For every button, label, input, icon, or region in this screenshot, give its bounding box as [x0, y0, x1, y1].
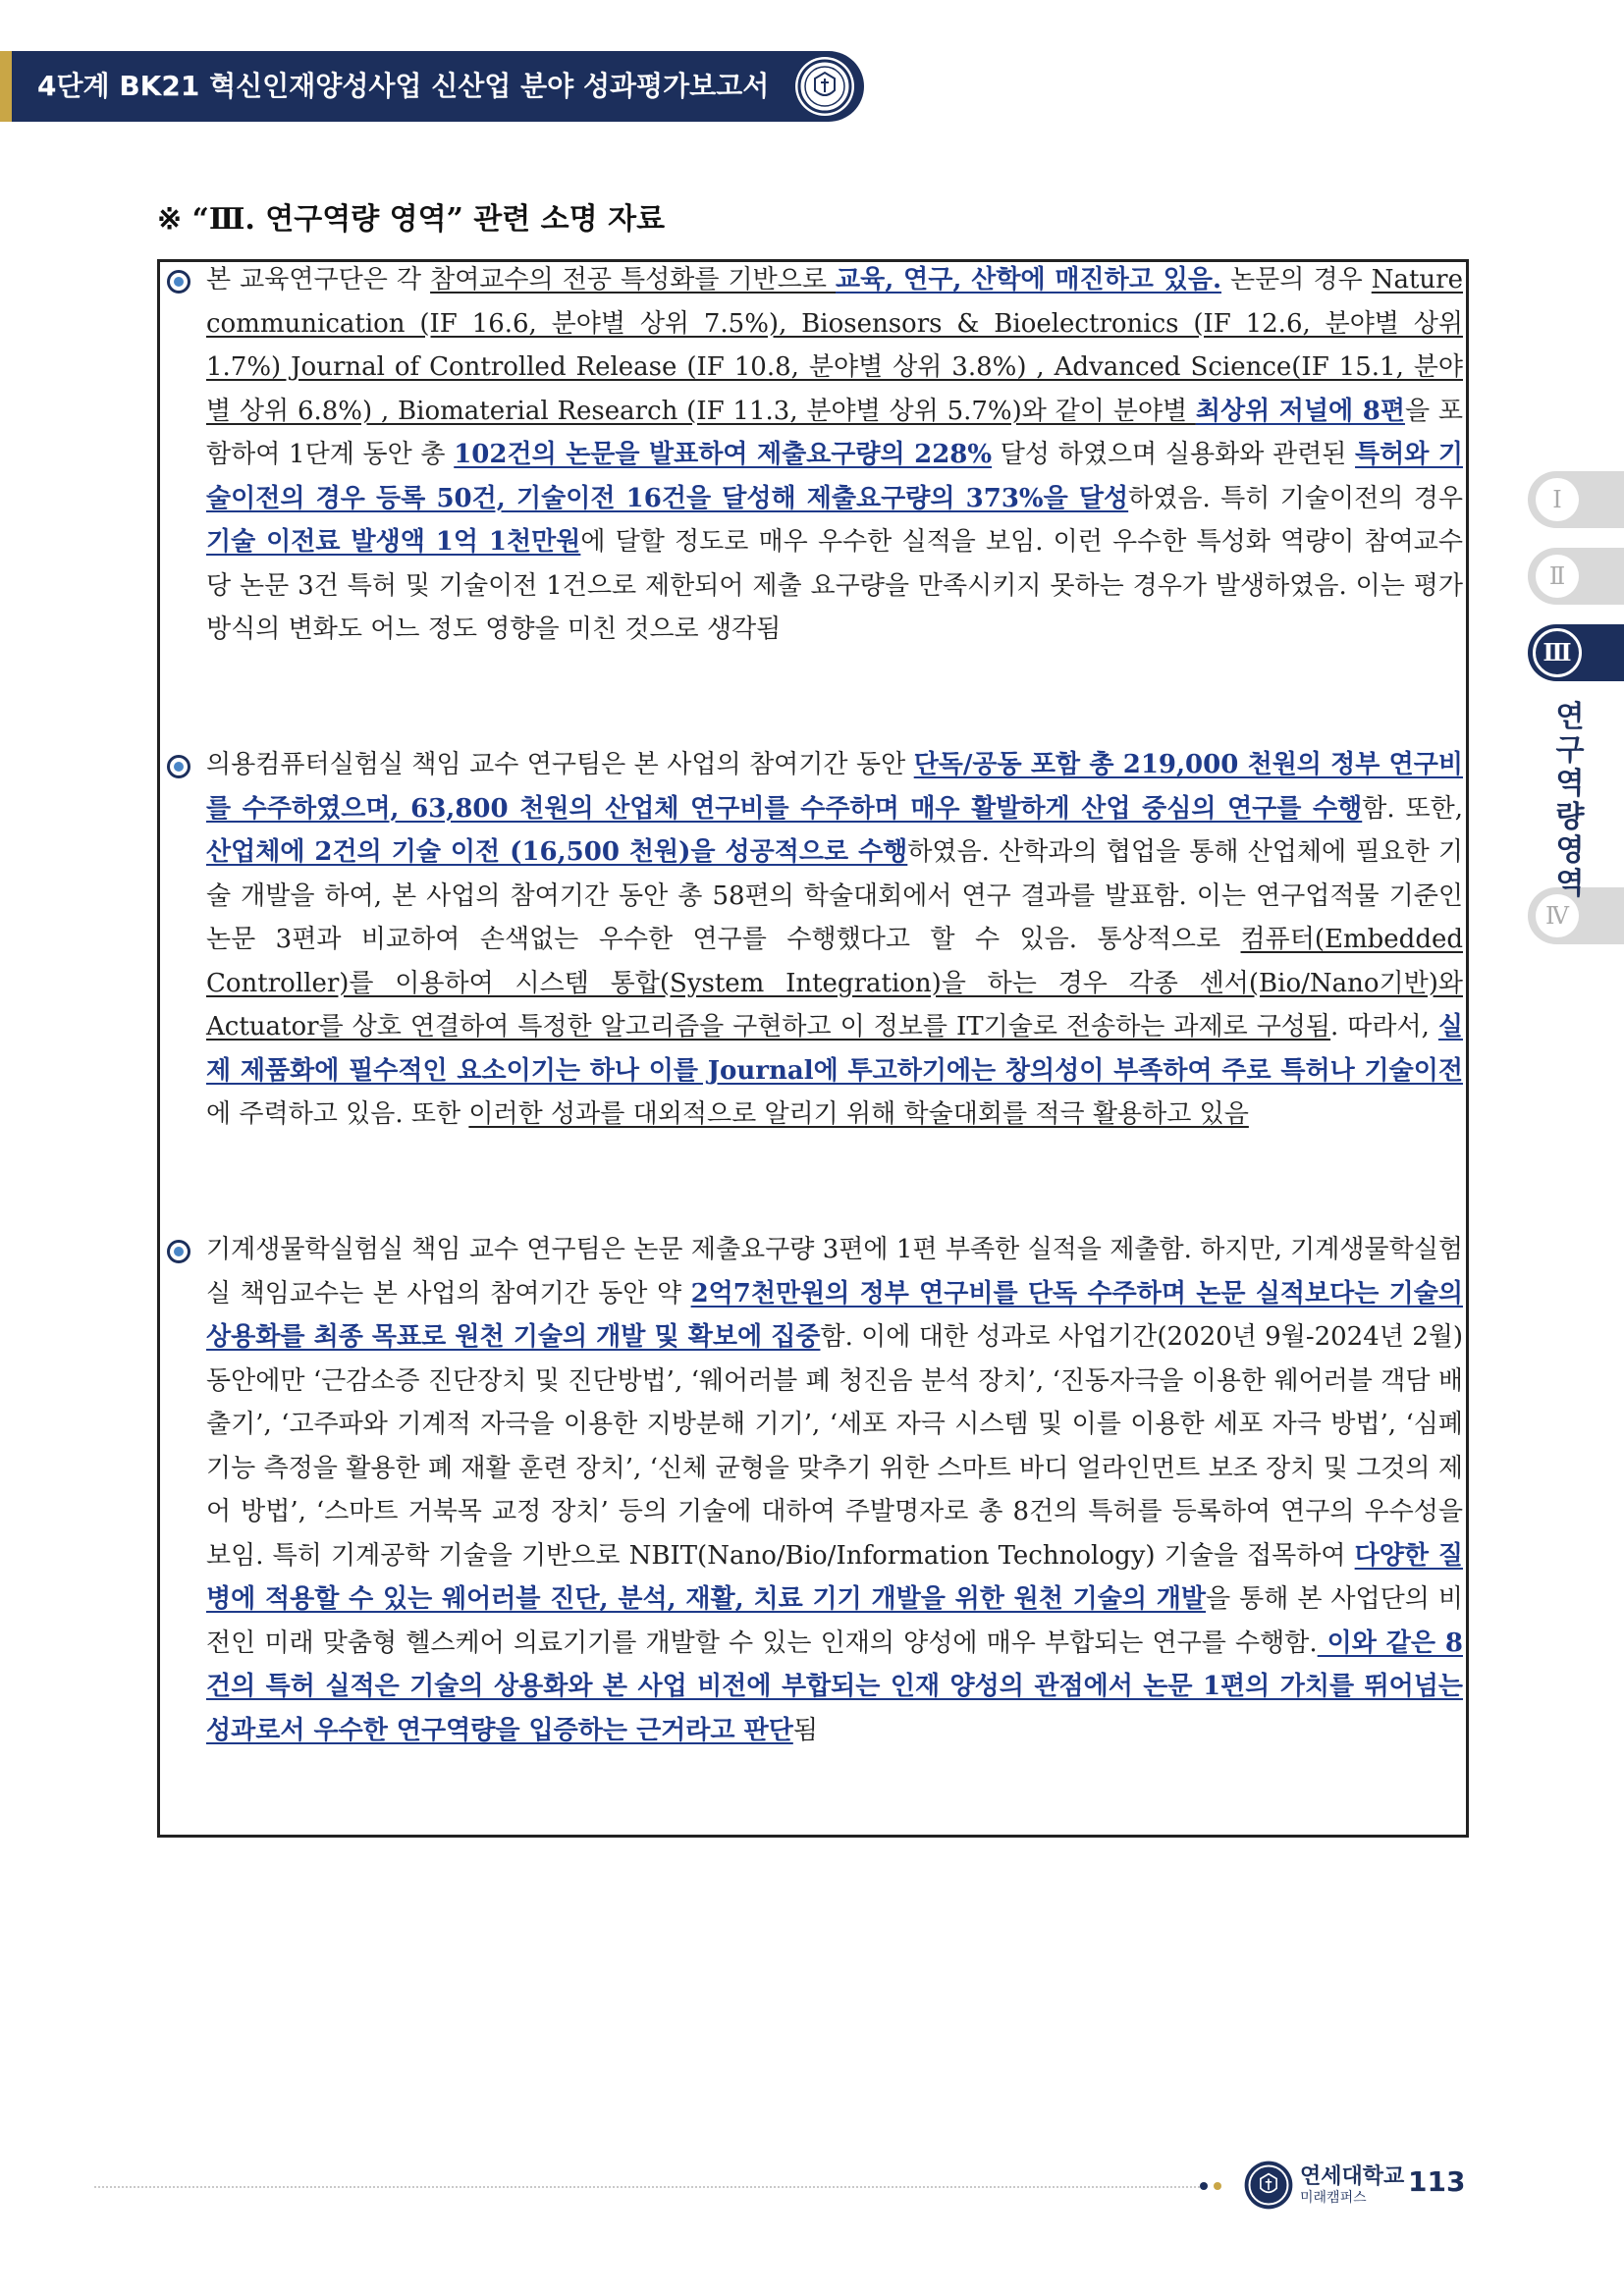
- text-segment: 을 포함하여 1단계 동안 총: [206, 396, 1464, 469]
- text-segment: 의용컴퓨터실험실 책임 교수 연구팀은 본 사업의 참여기간 동안: [206, 750, 914, 779]
- side-tab-3[interactable]: [1528, 624, 1624, 681]
- circle-bullet-icon: [167, 270, 190, 294]
- text-segment: 됨: [792, 1715, 818, 1745]
- side-label-char: 구: [1555, 733, 1585, 768]
- highlighted-text: 최상위 저널에 8편: [1195, 396, 1405, 426]
- side-label-char: 연: [1555, 700, 1585, 734]
- highlighted-text: 102건의 논문을 발표하여 제출요구량의 228%: [454, 440, 993, 469]
- text-segment: . 따라서,: [1330, 1012, 1438, 1041]
- text-segment: 하였음. 산학과의 협업을 통해 산업체에 필요한 기술 개발을 하여, 본 사업의 참여기간 동안 총 58편의 학술대회에서 연구 결과를 발표함. 이는 연구업적물 기준인 논문 3편과 비교하여 손색없는 우수한 연구를 수행했다고 할 수 있음. 통상적으로: [206, 837, 1463, 954]
- side-label-char: 량: [1555, 800, 1585, 834]
- highlighted-text: 2억7천만원의 정부 연구비를 단독 수주하며 논문 실적보다는 기술의 상용화를 최종 목표로 원천 기술의 개발 및 확보에 집중: [206, 1278, 1463, 1352]
- circle-bullet-icon: [167, 755, 190, 778]
- paragraph-research-overview: [206, 258, 1463, 652]
- text-segment: 함. 또한,: [1362, 793, 1463, 824]
- text-segment: 에 주력하고 있음. 또한: [206, 1099, 469, 1129]
- highlighted-text: 교육, 연구, 산학에 매진하고 있음.: [836, 265, 1222, 294]
- text-segment: 하였음. 특히 기술이전의 경우: [1128, 483, 1463, 513]
- text-segment: 을 통해 본 사업단의 비전인 미래 맞춤형 헬스케어 의료기기를 개발할 수 있는 인재의 양성에 매우 부합되는 연구를 수행함.: [206, 1584, 1464, 1658]
- side-tab-4-label: Ⅳ: [1536, 894, 1579, 937]
- highlighted-text: 다양한 질병에 적용할 수 있는 웨어러블 진단, 분석, 재활, 치료 기기 개발을 위한 원천 기술의 개발: [206, 1540, 1463, 1614]
- side-tab-1[interactable]: [1528, 471, 1624, 528]
- university-seal-icon: [1243, 2160, 1294, 2211]
- highlighted-text: 실제 제품화에 필수적인 요소이기는 하나 이를 Journal에 투고하기에는 창의성이 부족하여 주로 특허나 기술이전: [206, 1012, 1463, 1086]
- side-label-char: 영: [1555, 833, 1585, 868]
- university-seal-icon: [793, 55, 856, 118]
- side-tab-3-label: Ⅲ: [1533, 628, 1582, 677]
- highlighted-text: 단독/공동 포함 총 219,000 천원의 정부 연구비를 수주하였으며, 63,800 천원의 산업체 연구비를 수주하며 매우 활발하게 산업 중심의 연구를 수행: [206, 750, 1463, 824]
- header-accent: [0, 51, 12, 122]
- underlined-text: 참여교수의 전공 특성화를 기반으로: [430, 265, 837, 294]
- footer-divider: [94, 2186, 1204, 2188]
- circle-bullet-icon: [167, 1240, 190, 1263]
- side-tab-1-label: Ⅰ: [1536, 478, 1579, 521]
- side-tab-2[interactable]: [1528, 548, 1624, 605]
- paragraph-medical-computer-lab: [206, 743, 1463, 1137]
- text-segment: 에 달할 정도로 매우 우수한 실적을 보임. 이런 우수한 특성화 역량이 참여교수 당 논문 3건 특허 및 기술이전 1건으로 제한되어 제출 요구량을 만족시키지 못하는 경우가 발생하였음. 이는 평가 방식의 변화도 어느 정도 영향을 미친 것으로 생각됨: [206, 527, 1464, 644]
- underlined-text: 이러한 성과를 대외적으로 알리기 위해 학술대회를 적극 활용하고 있음: [468, 1099, 1249, 1129]
- text-segment: 함. 이에 대한 성과로 사업기간(2020년 9월-2024년 2월) 동안에만 ‘근감소증 진단장치 및 진단방법’, ‘웨어러블 폐 청진음 분석 장치’, ‘진동자극을 이용한 웨어러블 객담 배출기’, ‘고주파와 기계적 자극을 이용한 지방분해 기기’, ‘세포 자극 시스템 및 이를 이용한 세포 자극 방법’, ‘심폐 기능 측정을 활용한 폐 재활 훈련 장치’, ‘신체 균형을 맞추기 위한 스마트 바디 얼라인먼트 보조 장치 및 그것의 제어 방법’, ‘스마트 거북목 교정 장치’ 등의 기술에 대하여 주발명자로 총 8건의 특허를 등록하여 연구의 우수성을 보임. 특히 기계공학 기술을 기반으로 NBIT(Nano/Bio/Information Technology) 기술을 접목하여: [206, 1322, 1464, 1571]
- section-heading: ※ “Ⅲ. 연구역량 영역” 관련 소명 자료: [157, 202, 666, 237]
- footer-dot-icon: [1200, 2182, 1208, 2190]
- underlined-text: 컴퓨터(Embedded Controller)를 이용하여 시스템 통합(System Integration)을 하는 경우 각종 센서(Bio/Nano기반)와 Actuator를 상호 연결하여 특정한 알고리즘을 구현하고 이 정보를 IT기술로 전송하는 과제로 구성됨: [206, 925, 1463, 1041]
- text-segment: 기계생물학실험실 책임 교수 연구팀은 논문 제출요구량 3편에 1편 부족한 실적을 제출함. 하지만, 기계생물학실험실 책임교수는 본 사업의 참여기간 동안 약: [206, 1235, 1463, 1308]
- page-number: 113: [1408, 2165, 1466, 2198]
- paragraph-mechanobiology-lab: [206, 1228, 1463, 1752]
- text-segment: 본 교육연구단은 각: [206, 265, 431, 294]
- highlighted-text: 기술 이전료 발생액 1억 1천만원: [206, 527, 581, 557]
- footer-campus-name: 미래캠퍼스: [1300, 2190, 1367, 2206]
- report-title: 4단계 BK21 혁신인재양성사업 신산업 분야 성과평가보고서: [37, 70, 770, 102]
- footer-dot-icon: [1214, 2182, 1221, 2190]
- side-label-char: 역: [1555, 767, 1585, 801]
- text-segment: 논문의 경우: [1221, 265, 1372, 294]
- highlighted-text: 특허와 기술이전의 경우 등록 50건, 기술이전 16건을 달성해 제출요구량의 373%을 달성: [206, 440, 1463, 513]
- text-segment: 달성 하였으며 실용화와 관련된: [992, 440, 1356, 469]
- footer-university-name: 연세대학교: [1300, 2164, 1405, 2189]
- side-section-label: [1545, 701, 1595, 901]
- underlined-text: Nature communication (IF 16.6, 분야별 상위 7.5%), Biosensors & Bioelectronics (IF 12.6, 분야별 상위 1.7%) Journal of Controlled Release (IF 10.8, 분야별 상위 3.8%) , Advanced Science(IF 15.1, 분야별 상위 6.8%) , Biomaterial Research (IF 11.3, 분야별 상위 5.7%)와 같이 분야별: [206, 265, 1463, 426]
- side-label-char: 역: [1555, 867, 1585, 901]
- highlighted-text: 산업체에 2건의 기술 이전 (16,500 천원)을 성공적으로 수행: [206, 837, 908, 867]
- side-tab-2-label: Ⅱ: [1536, 555, 1579, 598]
- highlighted-text: 이와 같은 8건의 특허 실적은 기술의 상용화와 본 사업 비전에 부합되는 인재 양성의 관점에서 논문 1편의 가치를 뛰어넘는 성과로서 우수한 연구역량을 입증하는 근거라고 판단: [206, 1628, 1463, 1745]
